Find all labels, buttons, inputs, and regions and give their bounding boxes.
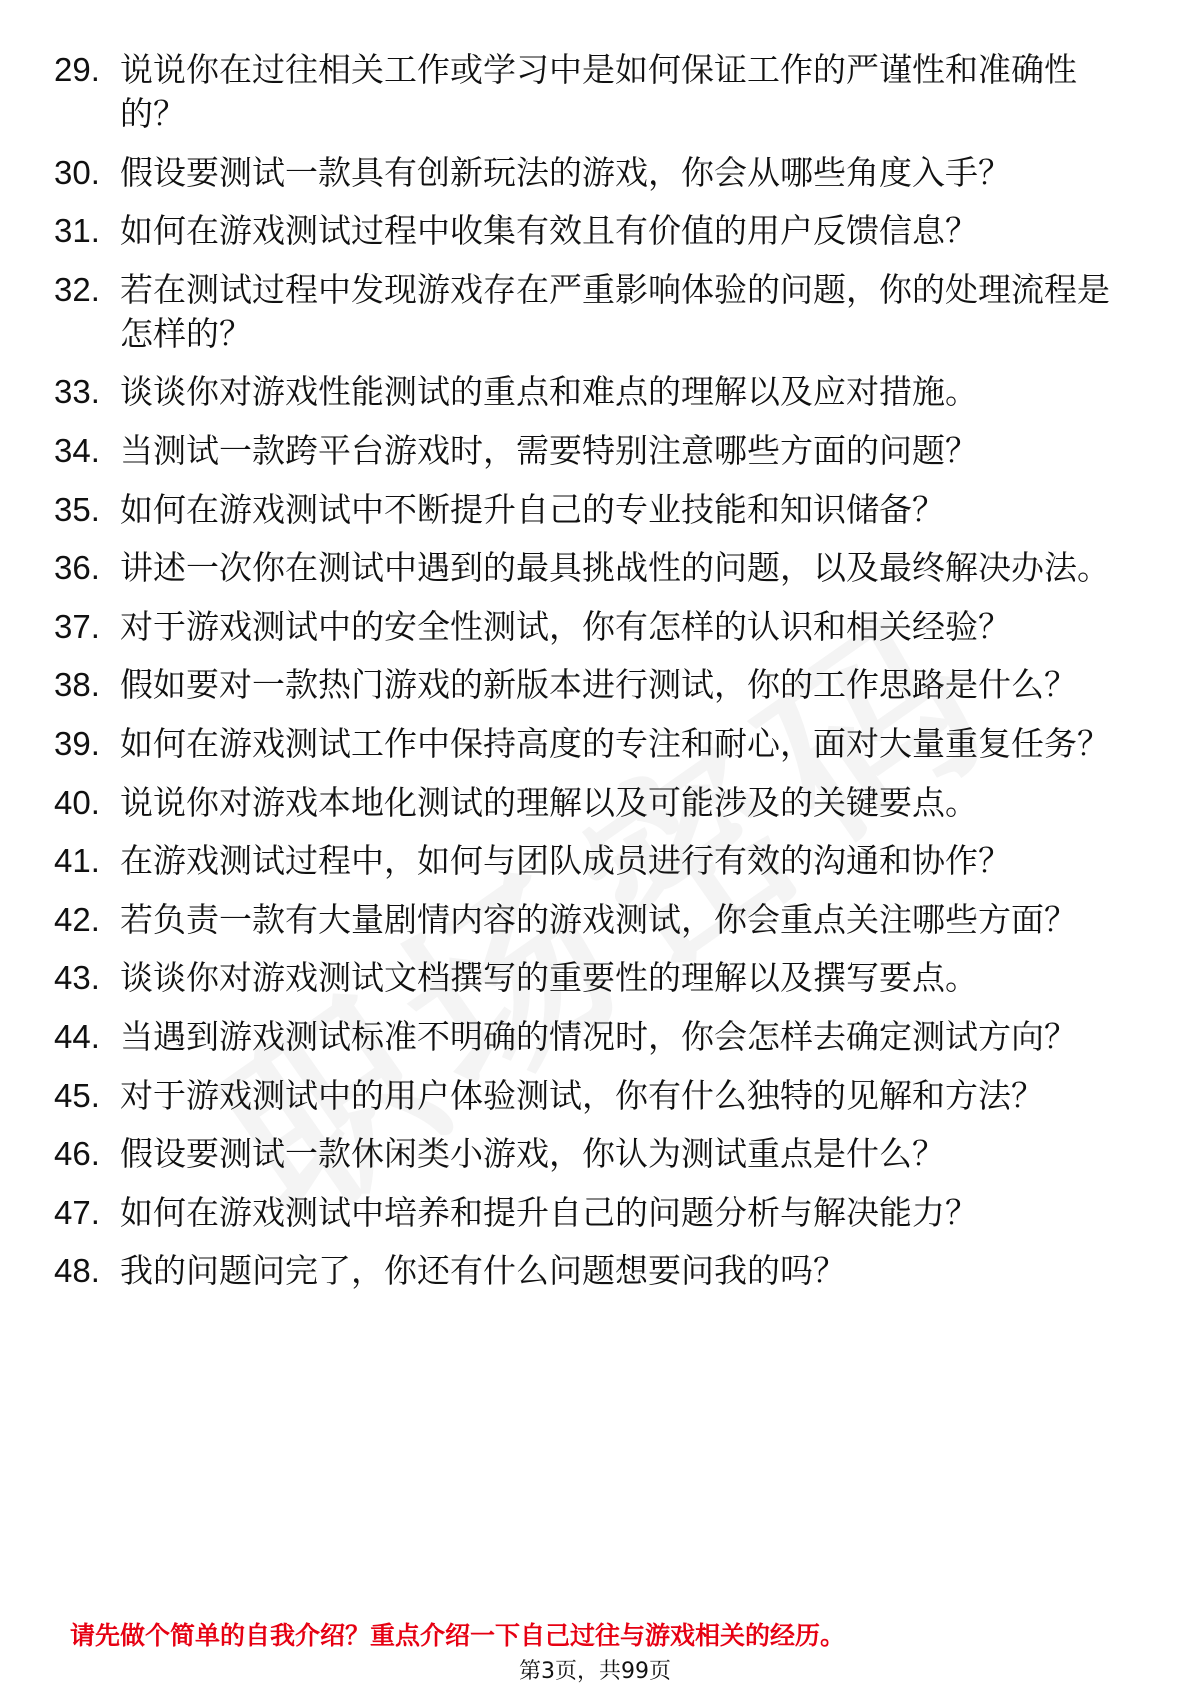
- question-item: [54, 839, 1134, 883]
- question-list: [54, 48, 1134, 1308]
- question-item: [54, 151, 1134, 195]
- question-text: 说说你在过往相关工作或学习中是如何保证工作的严谨性和准确性的？: [120, 50, 1077, 133]
- question-number: 39.: [54, 724, 100, 762]
- question-number: 48.: [54, 1252, 100, 1290]
- question-item: [54, 898, 1134, 942]
- question-number: 29.: [54, 51, 100, 88]
- question-item: [54, 546, 1134, 590]
- question-item: [54, 268, 1134, 356]
- question-text: 若负责一款有大量剧情内容的游戏测试，你会重点关注哪些方面？: [120, 899, 1077, 939]
- question-text: 讲述一次你在测试中遇到的最具挑战性的问题，以及最终解决办法。: [120, 548, 1110, 588]
- question-number: 35.: [54, 490, 100, 528]
- question-item: [54, 781, 1134, 825]
- question-text: 如何在游戏测试工作中保持高度的专注和耐心，面对大量重复任务？: [120, 723, 1110, 763]
- question-text: 谈谈你对游戏性能测试的重点和难点的理解以及应对措施。: [120, 372, 978, 412]
- question-text: 我的问题问完了，你还有什么问题想要问我的吗？: [120, 1251, 846, 1291]
- question-item: [54, 370, 1134, 414]
- question-text: 说说你对游戏本地化测试的理解以及可能涉及的关键要点。: [120, 782, 978, 822]
- question-text: 谈谈你对游戏测试文档撰写的重要性的理解以及撰写要点。: [120, 958, 978, 998]
- question-text: 假设要测试一款休闲类小游戏，你认为测试重点是什么？: [120, 1134, 945, 1174]
- question-number: 36.: [54, 549, 100, 587]
- question-number: 40.: [54, 783, 100, 821]
- question-text: 当遇到游戏测试标准不明确的情况时，你会怎样去确定测试方向？: [120, 1016, 1077, 1056]
- question-item: [54, 429, 1134, 473]
- question-item: [54, 1249, 1134, 1293]
- question-number: 41.: [54, 842, 100, 880]
- question-text: 如何在游戏测试过程中收集有效且有价值的用户反馈信息？: [120, 211, 978, 251]
- question-number: 32.: [54, 270, 100, 308]
- question-item: [54, 1015, 1134, 1059]
- question-item: [54, 1191, 1134, 1235]
- question-number: 33.: [54, 373, 100, 411]
- question-item: [54, 663, 1134, 707]
- question-text: 假设要测试一款具有创新玩法的游戏，你会从哪些角度入手？: [120, 152, 1011, 192]
- question-number: 43.: [54, 959, 100, 997]
- question-item: [54, 1132, 1134, 1176]
- question-number: 47.: [54, 1193, 100, 1231]
- question-item: [54, 488, 1134, 532]
- question-text: 在游戏测试过程中，如何与团队成员进行有效的沟通和协作？: [120, 841, 1011, 881]
- question-text: 当测试一款跨平台游戏时，需要特别注意哪些方面的问题？: [120, 430, 978, 470]
- question-item: [54, 956, 1134, 1000]
- question-text: 如何在游戏测试中培养和提升自己的问题分析与解决能力？: [120, 1192, 978, 1232]
- question-number: 45.: [54, 1076, 100, 1114]
- question-number: 37.: [54, 607, 100, 645]
- question-item: [54, 722, 1134, 766]
- question-number: 42.: [54, 900, 100, 938]
- question-text: 如何在游戏测试中不断提升自己的专业技能和知识储备？: [120, 489, 945, 529]
- question-number: 44.: [54, 1017, 100, 1055]
- question-number: 38.: [54, 666, 100, 704]
- question-number: 34.: [54, 431, 100, 469]
- question-text: 对于游戏测试中的用户体验测试，你有什么独特的见解和方法？: [120, 1075, 1044, 1115]
- question-item: [54, 48, 1134, 136]
- question-item: [54, 605, 1134, 649]
- question-item: [54, 1074, 1134, 1118]
- page-footer: 第3页，共99页: [519, 1659, 671, 1684]
- question-text: 若在测试过程中发现游戏存在严重影响体验的问题，你的处理流程是怎样的？: [120, 269, 1110, 353]
- question-number: 31.: [54, 212, 100, 250]
- question-number: 30.: [54, 153, 100, 191]
- question-item: [54, 209, 1134, 253]
- highlight-prompt: 请先做个简单的自我介绍？重点介绍一下自己过往与游戏相关的经历。: [70, 1621, 846, 1650]
- question-text: 对于游戏测试中的安全性测试，你有怎样的认识和相关经验？: [120, 606, 1011, 646]
- question-number: 46.: [54, 1135, 100, 1173]
- question-text: 假如要对一款热门游戏的新版本进行测试，你的工作思路是什么？: [120, 665, 1077, 705]
